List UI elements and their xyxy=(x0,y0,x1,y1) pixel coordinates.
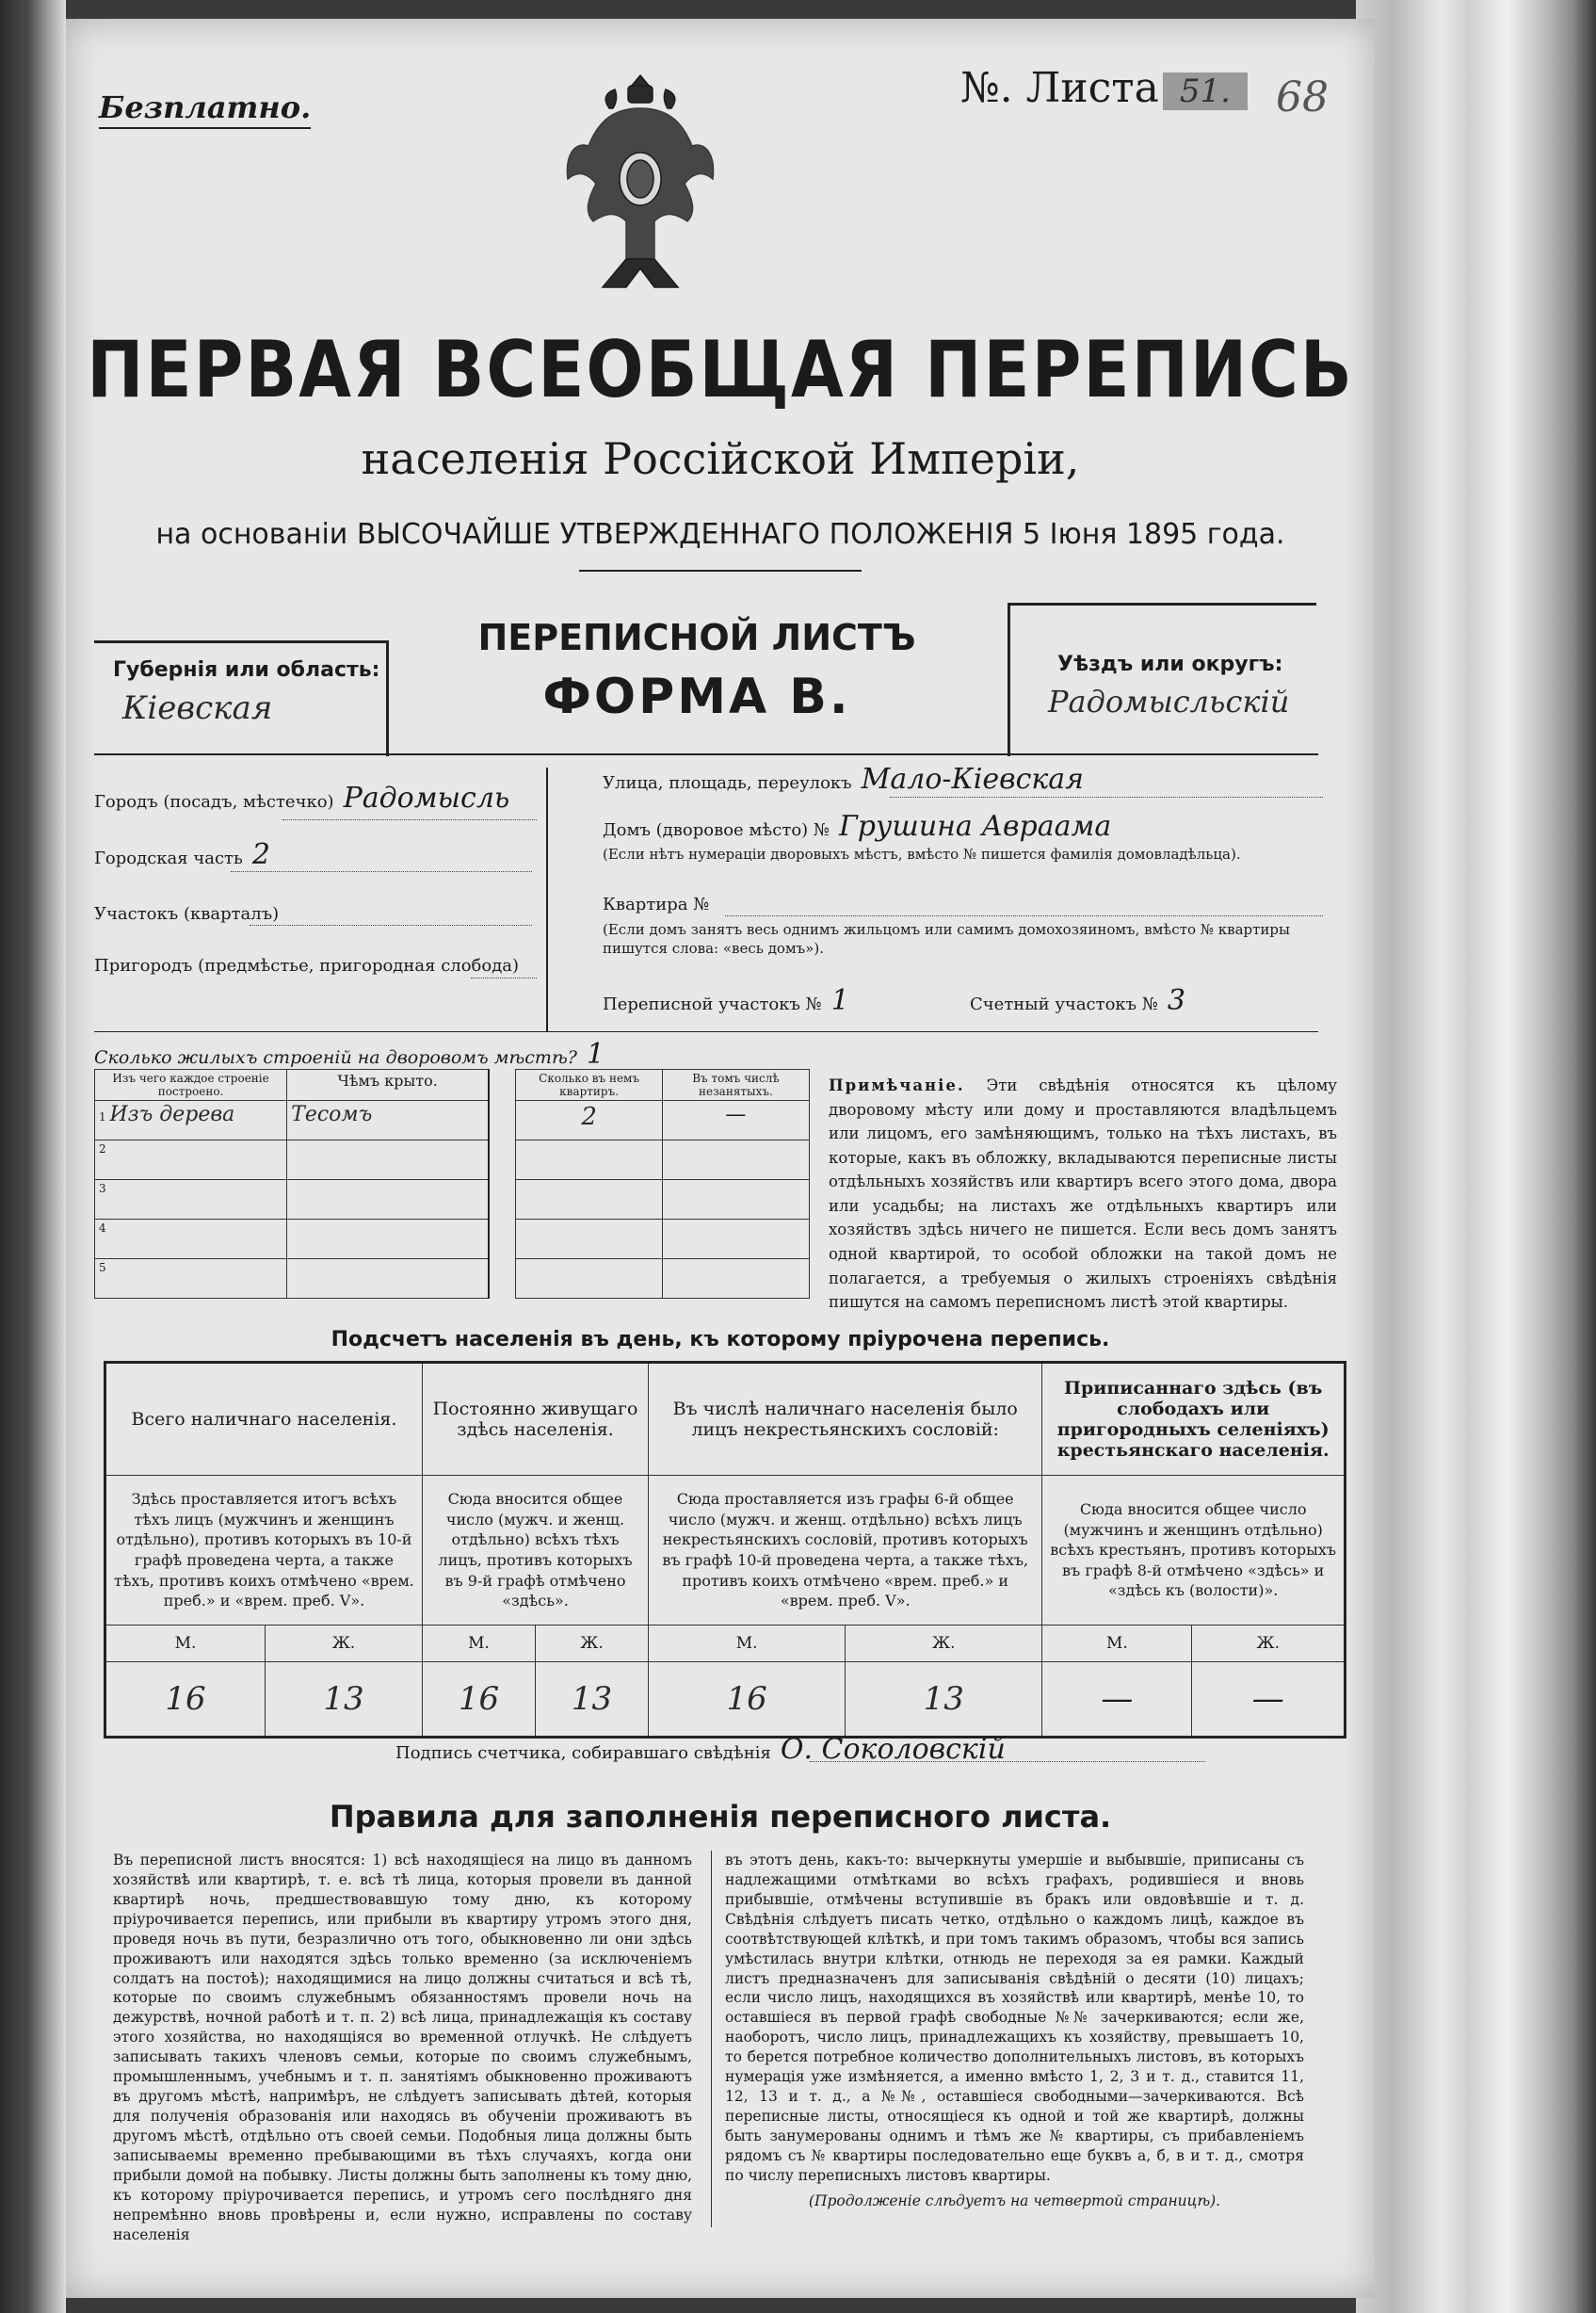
rules-right-column xyxy=(725,1851,1304,2211)
census-form-page xyxy=(66,19,1375,2298)
street-label: Улица, площадь, переулокъ xyxy=(603,773,852,793)
suburb-label: Пригородъ (предмѣстье, пригородная слобода) xyxy=(94,956,520,976)
col-total-present: Всего наличнаго населенія. xyxy=(105,1363,423,1476)
address-divider-bottom xyxy=(94,1031,1318,1032)
sheet-number xyxy=(960,64,1248,112)
building-material: Изъ дерева xyxy=(109,1103,235,1126)
book-binding-left xyxy=(0,0,66,2313)
rules-continuation: (Продолженіе слѣдуетъ на четвертой страницѣ). xyxy=(808,2192,1221,2209)
city-part-label: Городская часть xyxy=(94,849,243,868)
signature-underline xyxy=(810,1761,1205,1762)
street-value: Мало-Кіевская xyxy=(861,763,1085,796)
sheet-number-label: №. Листа xyxy=(960,64,1159,112)
building-apartments: 2 xyxy=(516,1101,662,1140)
signature-label: Подпись счетчика, собиравшаго свѣдѣнія xyxy=(395,1743,771,1763)
col-peasant: Приписаннаго здѣсь (въ слободахъ или пригородныхъ селеніяхъ) крестьянскаго населенія. xyxy=(1042,1363,1346,1476)
rules-divider xyxy=(711,1851,712,2227)
peasant-female: — xyxy=(1192,1662,1346,1738)
buildings-question xyxy=(94,1038,605,1071)
col-apartments: Сколько въ немъ квартиръ. xyxy=(516,1070,662,1101)
precinct-field xyxy=(94,904,279,924)
house-label: Домъ (дворовое мѣсто) № xyxy=(603,820,830,840)
city-part-field xyxy=(94,838,270,871)
counts-desc-row: Здѣсь проставляется итогъ всѣхъ тѣхъ лицъ (мужчинъ и женщинъ отдѣльно), противъ которыхъ въ 10-й графѣ проведена черта, а также тѣхъ, противъ коихъ отмѣчено «врем. преб.» и «врем. преб. V». Сюда вносится общее число (мужч. и женщ. отдѣльно) всѣхъ тѣхъ лицъ, противъ которыхъ въ 9-й графѣ отмѣчено «здѣсь». Сюда проставляется изъ графы 6-й общее число (мужч. и женщ. отдѣльно) всѣхъ лицъ некрестьянскихъ сословій, противъ которыхъ въ графѣ 10-й проведена черта, а также тѣхъ, противъ коихъ отмѣчено «врем. преб.» и «врем. преб. V». Сюда вносится общее число (мужчинъ и женщинъ отдѣльно) всѣхъ крестьянъ, противъ которыхъ въ графѣ 8-й отмѣчено «здѣсь» и «здѣсь къ (волости)». xyxy=(105,1476,1346,1626)
book-page-edges-right xyxy=(1356,0,1596,2313)
house-note: (Если нѣтъ нумераціи дворовыхъ мѣстъ, вмѣсто № пишется фамилія домовладѣльца). xyxy=(603,846,1241,863)
census-district-value: 1 xyxy=(830,984,849,1017)
permanent-female: 13 xyxy=(536,1662,649,1738)
suburb-field xyxy=(94,956,519,976)
sheet-title: ПЕРЕПИСНОЙ ЛИСТЪ xyxy=(477,617,916,658)
building-row: 3 xyxy=(95,1180,810,1220)
house-field xyxy=(603,810,1111,843)
col-permanent: Постоянно живущаго здѣсь населенія. xyxy=(422,1363,648,1476)
city-label: Городъ (посадъ, мѣстечко) xyxy=(94,792,334,812)
rules-right-text: въ этотъ день, какъ-то: вычеркнуты умершіе и выбывшіе, приписаны съ надлежащими отмѣтками во всѣхъ графахъ, родившіеся и вновь прибывшіе, отмѣчены вступившіе въ бракъ или овдовѣвшіе и т. д. Свѣдѣнія слѣдуетъ писать четко, отдѣльно о каждомъ лицѣ, каждое въ соотвѣтствующей клѣткѣ, и при томъ такимъ образомъ, чтобы вся запись умѣстилась внутри клѣтки, отнюдь не переходя за ея рамки. Каждый листъ предназначенъ для записыванія свѣдѣній о десяти (10) лицахъ; если число лицъ, находящихся въ хозяйствѣ или квартирѣ, менѣе 10, то оставшіеся въ первой графѣ свободные №№ зачеркиваются; если же, наоборотъ, число лицъ, принадлежащихъ къ хозяйству, превышаетъ 10, то берется потребное количество дополнительныхъ листовъ, въ которыхъ нумерація уже измѣняется, а именно вмѣсто 1, 2, 3 и т. д., ставится 11, 12, 13 и т. д., а №№, оставшіеся свободными—зачеркиваются. Всѣ переписные листы, относящіеся къ одной и той же квартирѣ, должны быть занумерованы однимъ и тѣмъ же № квартиры, съ прибавленіемъ рядомъ съ № квартиры последовательно еще буквъ а, б, в и т. д., смотря по числу переписныхъ листовъ квартиры. xyxy=(725,1852,1304,2184)
building-row: 5 xyxy=(95,1259,810,1299)
census-main-title: ПЕРВАЯ ВСЕОБЩАЯ ПЕРЕПИСЬ xyxy=(87,323,1354,415)
precinct-underline xyxy=(250,925,532,926)
peasant-male: — xyxy=(1042,1662,1192,1738)
census-subtitle: населенія Россійской Имперіи, xyxy=(361,433,1080,484)
non-peasant-male: 16 xyxy=(649,1662,846,1738)
col-roof: Чѣмъ крыто. xyxy=(287,1070,490,1101)
census-district-label: Переписной участокъ № xyxy=(603,995,822,1014)
permanent-male: 16 xyxy=(422,1662,535,1738)
address-divider-top xyxy=(94,753,1318,755)
city-part-value: 2 xyxy=(251,838,270,871)
building-row: 4 xyxy=(95,1220,810,1259)
buildings-answer: 1 xyxy=(586,1038,605,1071)
suburb-underline xyxy=(471,978,537,979)
house-value: Грушина Авраама xyxy=(838,810,1112,843)
title-divider xyxy=(579,570,862,572)
apartment-underline xyxy=(725,915,1323,916)
district-box xyxy=(1008,603,1316,756)
apartment-field xyxy=(603,895,709,914)
address-vertical-divider xyxy=(546,768,548,1031)
free-label: Безплатно. xyxy=(99,89,311,129)
counts-sex-row: М. Ж. М. Ж. М. Ж. М. Ж. xyxy=(105,1626,1346,1662)
buildings-header-row xyxy=(95,1070,810,1101)
city-underline xyxy=(282,819,537,820)
city-part-underline xyxy=(231,871,532,872)
building-row: 2 xyxy=(95,1140,810,1180)
col-non-peasant: Въ числѣ наличнаго населенія было лицъ некрестьянскихъ сословій: xyxy=(649,1363,1042,1476)
precinct-label: Участокъ (кварталъ) xyxy=(94,904,280,924)
count-district-label: Счетный участокъ № xyxy=(970,995,1158,1014)
buildings-question-label: Сколько жилыхъ строеній на дворовомъ мѣстѣ? xyxy=(94,1047,577,1068)
buildings-table xyxy=(94,1069,810,1299)
apartment-label: Квартира № xyxy=(603,895,710,914)
building-vacant: — xyxy=(662,1101,809,1140)
rules-left-column: Въ переписной листъ вносятся: 1) всѣ находящіеся на лицо въ данномъ хозяйствѣ или квартирѣ, т. е. всѣ тѣ лица, которыя провели въ данной квартирѣ ночь, предшествовавшую тому дню, къ которому пріурочивается перепись, или прибыли въ квартиру утромъ этого дня, проведя ночь въ пути, безразлично отъ того, обыкновенно ли они здѣсь проживаютъ или находятся здѣсь только временно (за исключеніемъ солдатъ на постоѣ); находящимися на лицо должны считаться и всѣ тѣ, которые по своимъ служебнымъ обязанностямъ провели ночь на дежурствѣ, ночной работѣ и т. п. 2) всѣ лица, принадлежащія къ составу этого хозяйства, но находящіяся во временной отлучкѣ. Не слѣдуетъ записывать такихъ членовъ семьи, которые по своимъ служебнымъ, промышленнымъ, учебнымъ и т. п. занятіямъ обыкновенно проживаютъ въ другомъ мѣстѣ, напримѣръ, не слѣдуетъ записывать дѣтей, которыя для полученія образованія или находясь въ обученіи проживаютъ въ другомъ мѣстѣ, отдѣльно отъ своей семьи. Подобныя лица должны быть записываемы временно пребывающими въ тѣхъ случаяхъ, когда они прибыли домой на побывку. Листы должны быть заполнены къ тому дню, къ которому пріурочивается перепись, и утромъ сего послѣдняго дня непремѣнно вновь провѣрены и, если нужно, исправлены по составу населенія xyxy=(113,1852,692,2243)
col-material: Изъ чего каждое строеніе построено. xyxy=(95,1070,287,1101)
region-label: Губернія или область: xyxy=(113,658,380,682)
sheet-number-value: 51. xyxy=(1163,73,1248,110)
count-district-field xyxy=(970,984,1185,1017)
count-district-value: 3 xyxy=(1167,984,1185,1017)
city-value: Радомысль xyxy=(343,782,510,815)
imperial-eagle-emblem xyxy=(560,71,720,297)
form-title: ФОРМА В. xyxy=(542,669,851,725)
street-field xyxy=(603,763,1084,796)
total-male: 16 xyxy=(105,1662,266,1738)
city-field xyxy=(94,782,509,815)
note-text: Эти свѣдѣнія относятся къ цѣлому дворовому мѣсту или дому и проставляются владѣльцемъ или лицомъ, его замѣняющимъ, только на тѣхъ листахъ, въ которые, какъ въ обложку, вкладываются переписные листы отдѣльныхъ хозяйствъ или квартиръ всего этого дома, двора или усадьбы; на листахъ же отдѣльныхъ квартиръ или хозяйствъ здѣсь ничего не пишется. Если весь домъ занятъ одной квартирой, то особой обложки на такой домъ не полагается, а требуемыя о жилыхъ строеніяхъ свѣдѣнія пишутся на самомъ переписномъ листѣ этой квартиры. xyxy=(829,1076,1337,1312)
counts-title: Подсчетъ населенія въ день, къ которому пріурочена перепись. xyxy=(330,1328,1110,1351)
population-count-table xyxy=(104,1361,1346,1739)
counts-values-row xyxy=(105,1662,1346,1738)
signature-value: О. Соколовскій xyxy=(780,1733,1006,1766)
region-value: Кіевская xyxy=(122,689,273,727)
archive-page-number: 68 xyxy=(1276,73,1329,121)
note-block xyxy=(829,1074,1337,1315)
census-district-field xyxy=(603,984,849,1017)
census-law-reference: на основаніи ВЫСОЧАЙШЕ УТВЕРЖДЕННАГО ПОЛОЖЕНІЯ 5 Іюня 1895 года. xyxy=(155,518,1285,551)
building-row: 1 Изъ дерева Тесомъ 2 — xyxy=(95,1101,810,1140)
street-underline xyxy=(890,797,1323,798)
district-value: Радомысльскій xyxy=(1048,684,1290,720)
col-vacant: Въ томъ числѣ незанятыхъ. xyxy=(662,1070,809,1101)
note-heading: Примѣчаніе. xyxy=(829,1076,965,1094)
non-peasant-female: 13 xyxy=(846,1662,1042,1738)
total-female: 13 xyxy=(265,1662,422,1738)
apartment-note: (Если домъ занятъ весь однимъ жильцомъ или самимъ домохозяиномъ, вмѣсто № квартиры пишутся слова: «весь домъ»). xyxy=(603,921,1290,957)
building-roof: Тесомъ xyxy=(287,1101,490,1140)
counts-header-row xyxy=(105,1363,1346,1476)
region-box xyxy=(94,640,389,756)
district-label: Уѣздъ или округъ: xyxy=(1057,653,1283,676)
rules-title: Правила для заполненія переписного листа. xyxy=(329,1799,1112,1835)
